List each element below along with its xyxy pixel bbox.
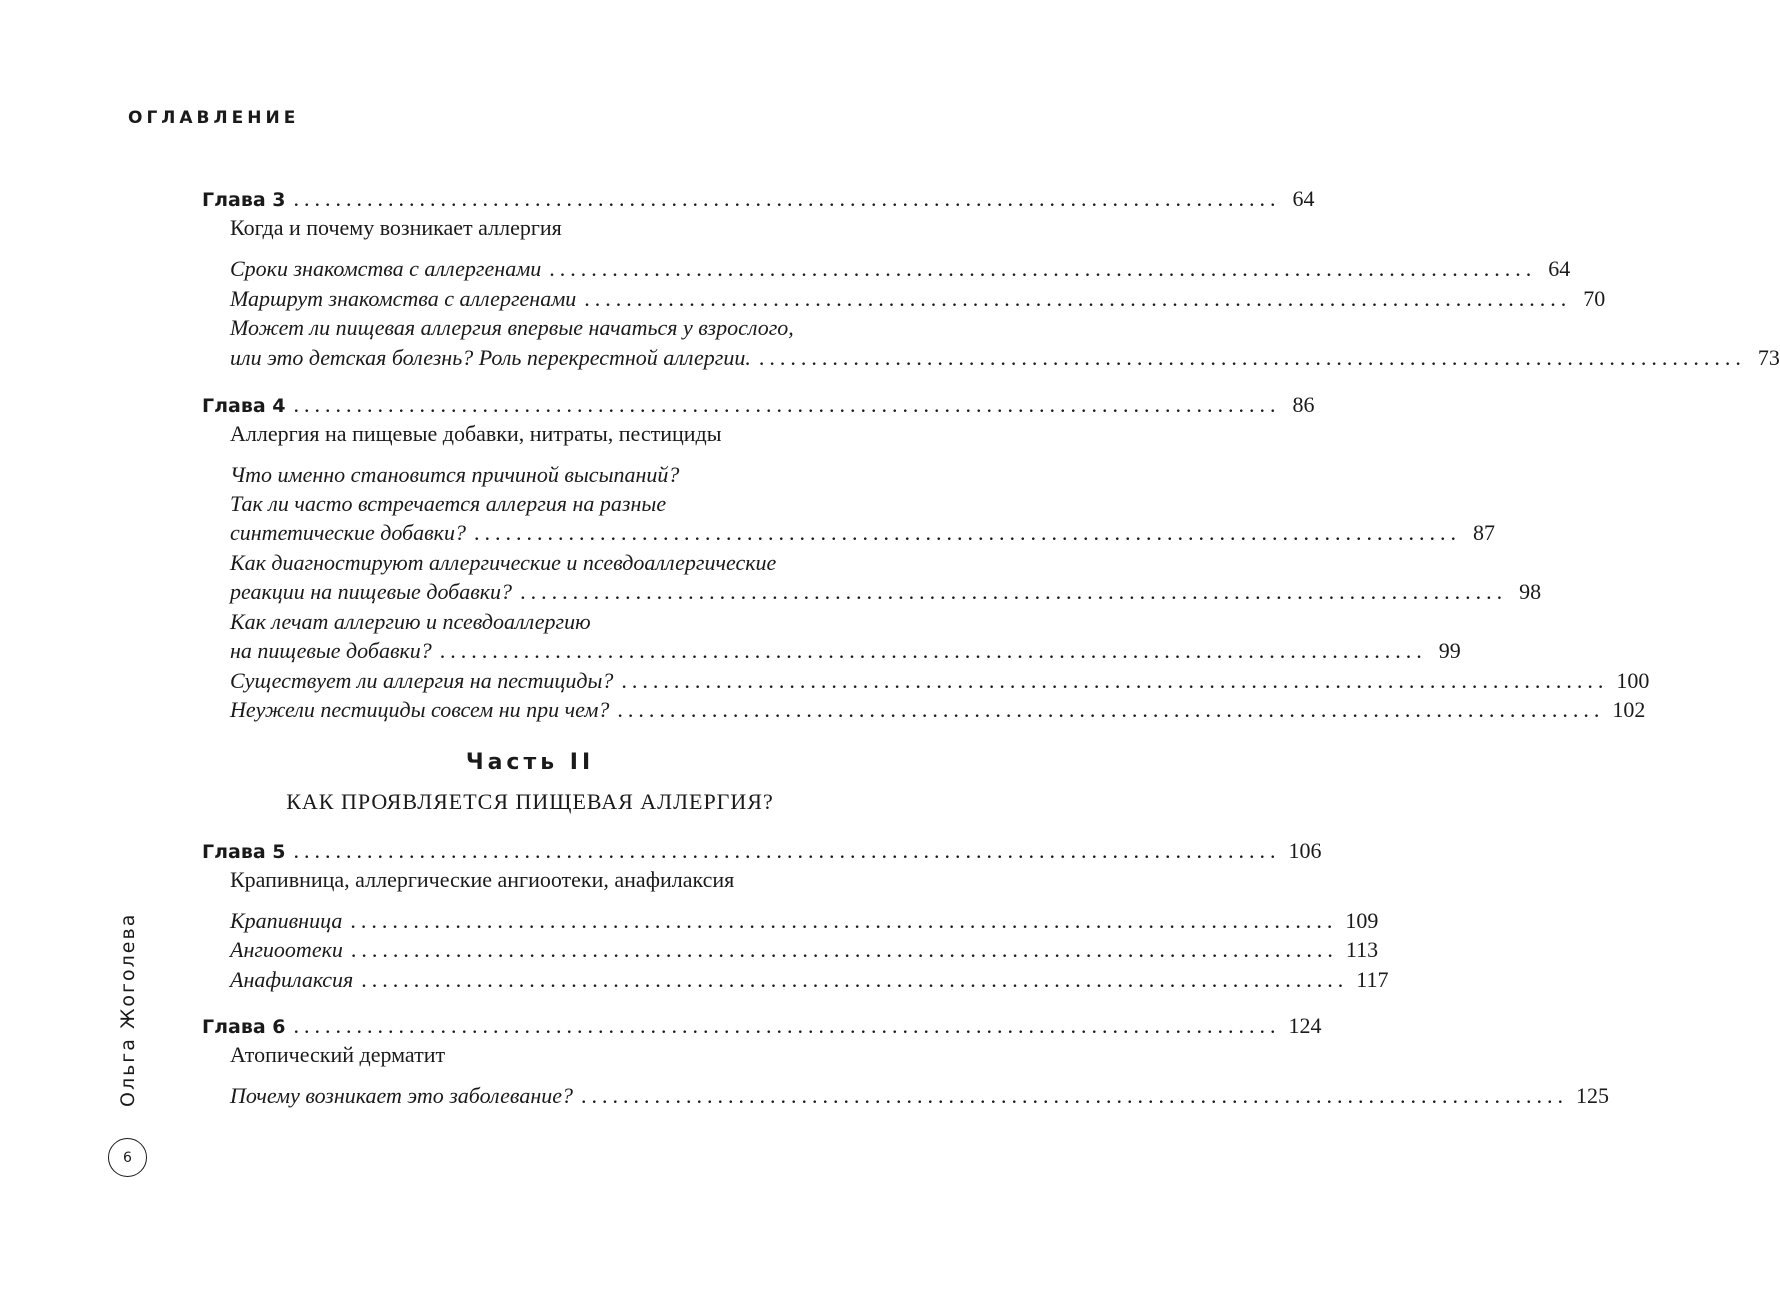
chapter-label: Глава 3: [202, 189, 286, 211]
page-number-badge: [108, 1138, 147, 1177]
dot-leader: ..............................................................................................: [293, 392, 1281, 417]
entry-text: реакции на пищевые добавки?: [230, 579, 513, 604]
entry-text-line: Как лечат аллергию и псевдоаллергию: [230, 609, 591, 634]
entry-text: Сроки знакомства с аллергенами: [230, 256, 542, 281]
toc-entry[interactable]: [230, 666, 1650, 696]
page-ref: 117: [1356, 967, 1389, 992]
dot-leader: ..............................................................................................: [473, 520, 1461, 545]
chapter-label: Глава 6: [202, 1016, 286, 1038]
dot-leader: ..............................................................................................: [581, 1083, 1568, 1108]
toc-chapter-4[interactable]: [202, 390, 1315, 420]
page-ref: 99: [1438, 638, 1461, 663]
page-ref: 102: [1612, 697, 1646, 722]
dot-leader: ..............................................................................................: [520, 579, 1508, 604]
entry-text-line: Что именно становится причиной высыпаний?: [230, 462, 680, 487]
entry-text: Крапивница: [230, 908, 343, 933]
dot-leader: ..............................................................................................: [293, 186, 1281, 211]
page-ref: 124: [1288, 1013, 1322, 1038]
entry-text: Существует ли аллергия на пестициды?: [230, 668, 614, 693]
dot-leader: ..............................................................................................: [549, 256, 1537, 281]
toc-entry[interactable]: [230, 636, 1461, 666]
entry-text-line: Как диагностируют аллергические и псевдоаллергические: [230, 550, 777, 575]
entry-text-line: Может ли пищевая аллергия впервые начаться у взрослого,: [230, 315, 794, 340]
page-ref: 100: [1616, 668, 1650, 693]
toc-chapter-6[interactable]: [202, 1011, 1322, 1041]
toc-entry[interactable]: [230, 695, 1646, 725]
dot-leader: ..............................................................................................: [617, 697, 1605, 722]
chapter-label: Глава 4: [202, 395, 286, 417]
toc-entry[interactable]: [230, 935, 1379, 965]
toc-entry[interactable]: [230, 577, 1542, 607]
entry-text: синтетические добавки?: [230, 520, 466, 545]
author-name: Ольга Жоголева: [117, 912, 139, 1107]
page-ref: 73: [1757, 345, 1780, 370]
toc-entry[interactable]: [230, 965, 1389, 995]
page-ref: 125: [1576, 1083, 1609, 1108]
toc-entry[interactable]: [230, 906, 1379, 936]
page-ref: 70: [1583, 286, 1606, 311]
entry-text: Почему возникает это заболевание?: [230, 1083, 573, 1108]
part-label: Часть II: [465, 750, 595, 775]
dot-leader: ..............................................................................................: [350, 908, 1338, 933]
dot-leader: ..............................................................................................: [584, 286, 1572, 311]
part-title: КАК ПРОЯВЛЯЕТСЯ ПИЩЕВАЯ АЛЛЕРГИЯ?: [286, 789, 774, 814]
toc-entry[interactable]: [230, 284, 1606, 314]
toc-entry[interactable]: [230, 254, 1571, 284]
dot-leader: ..............................................................................................: [439, 638, 1427, 663]
toc-chapter-3[interactable]: [202, 184, 1315, 214]
page-ref: 109: [1345, 908, 1379, 933]
dot-leader: ..............................................................................................: [293, 1013, 1281, 1038]
entry-text: или это детская болезнь? Роль перекрестной аллергии.: [230, 345, 751, 370]
chapter-title: Когда и почему возникает аллергия: [230, 215, 562, 240]
entry-text: Анафилаксия: [230, 967, 354, 992]
page-ref: 113: [1345, 937, 1379, 962]
page-ref: 98: [1519, 579, 1542, 604]
page-ref: 86: [1292, 392, 1315, 417]
page-ref: 106: [1288, 838, 1322, 863]
chapter-title: Атопический дерматит: [230, 1042, 446, 1067]
running-head: ОГЛАВЛЕНИЕ: [128, 108, 300, 128]
toc-entry[interactable]: [230, 518, 1495, 548]
dot-leader: ..............................................................................................: [758, 345, 1746, 370]
chapter-title: Аллергия на пищевые добавки, нитраты, пестициды: [230, 421, 722, 446]
page-ref: 87: [1472, 520, 1495, 545]
entry-text: Маршрут знакомства с аллергенами: [230, 286, 577, 311]
page-ref: 64: [1548, 256, 1571, 281]
chapter-title: Крапивница, аллергические ангиоотеки, анафилаксия: [230, 867, 735, 892]
entry-text-line: Так ли часто встречается аллергия на разные: [230, 491, 667, 516]
chapter-label: Глава 5: [202, 841, 286, 863]
entry-text: Ангиоотеки: [230, 937, 343, 962]
dot-leader: ..............................................................................................: [350, 937, 1338, 962]
dot-leader: ..............................................................................................: [621, 668, 1609, 693]
page-number: 6: [123, 1149, 132, 1166]
page-ref: 64: [1292, 186, 1315, 211]
toc-entry[interactable]: [230, 1081, 1609, 1111]
toc-chapter-5[interactable]: [202, 836, 1322, 866]
dot-leader: ..............................................................................................: [361, 967, 1349, 992]
dot-leader: ..............................................................................................: [293, 838, 1281, 863]
entry-text: Неужели пестициды совсем ни при чем?: [230, 697, 610, 722]
toc-entry[interactable]: [230, 343, 1780, 373]
entry-text: на пищевые добавки?: [230, 638, 432, 663]
